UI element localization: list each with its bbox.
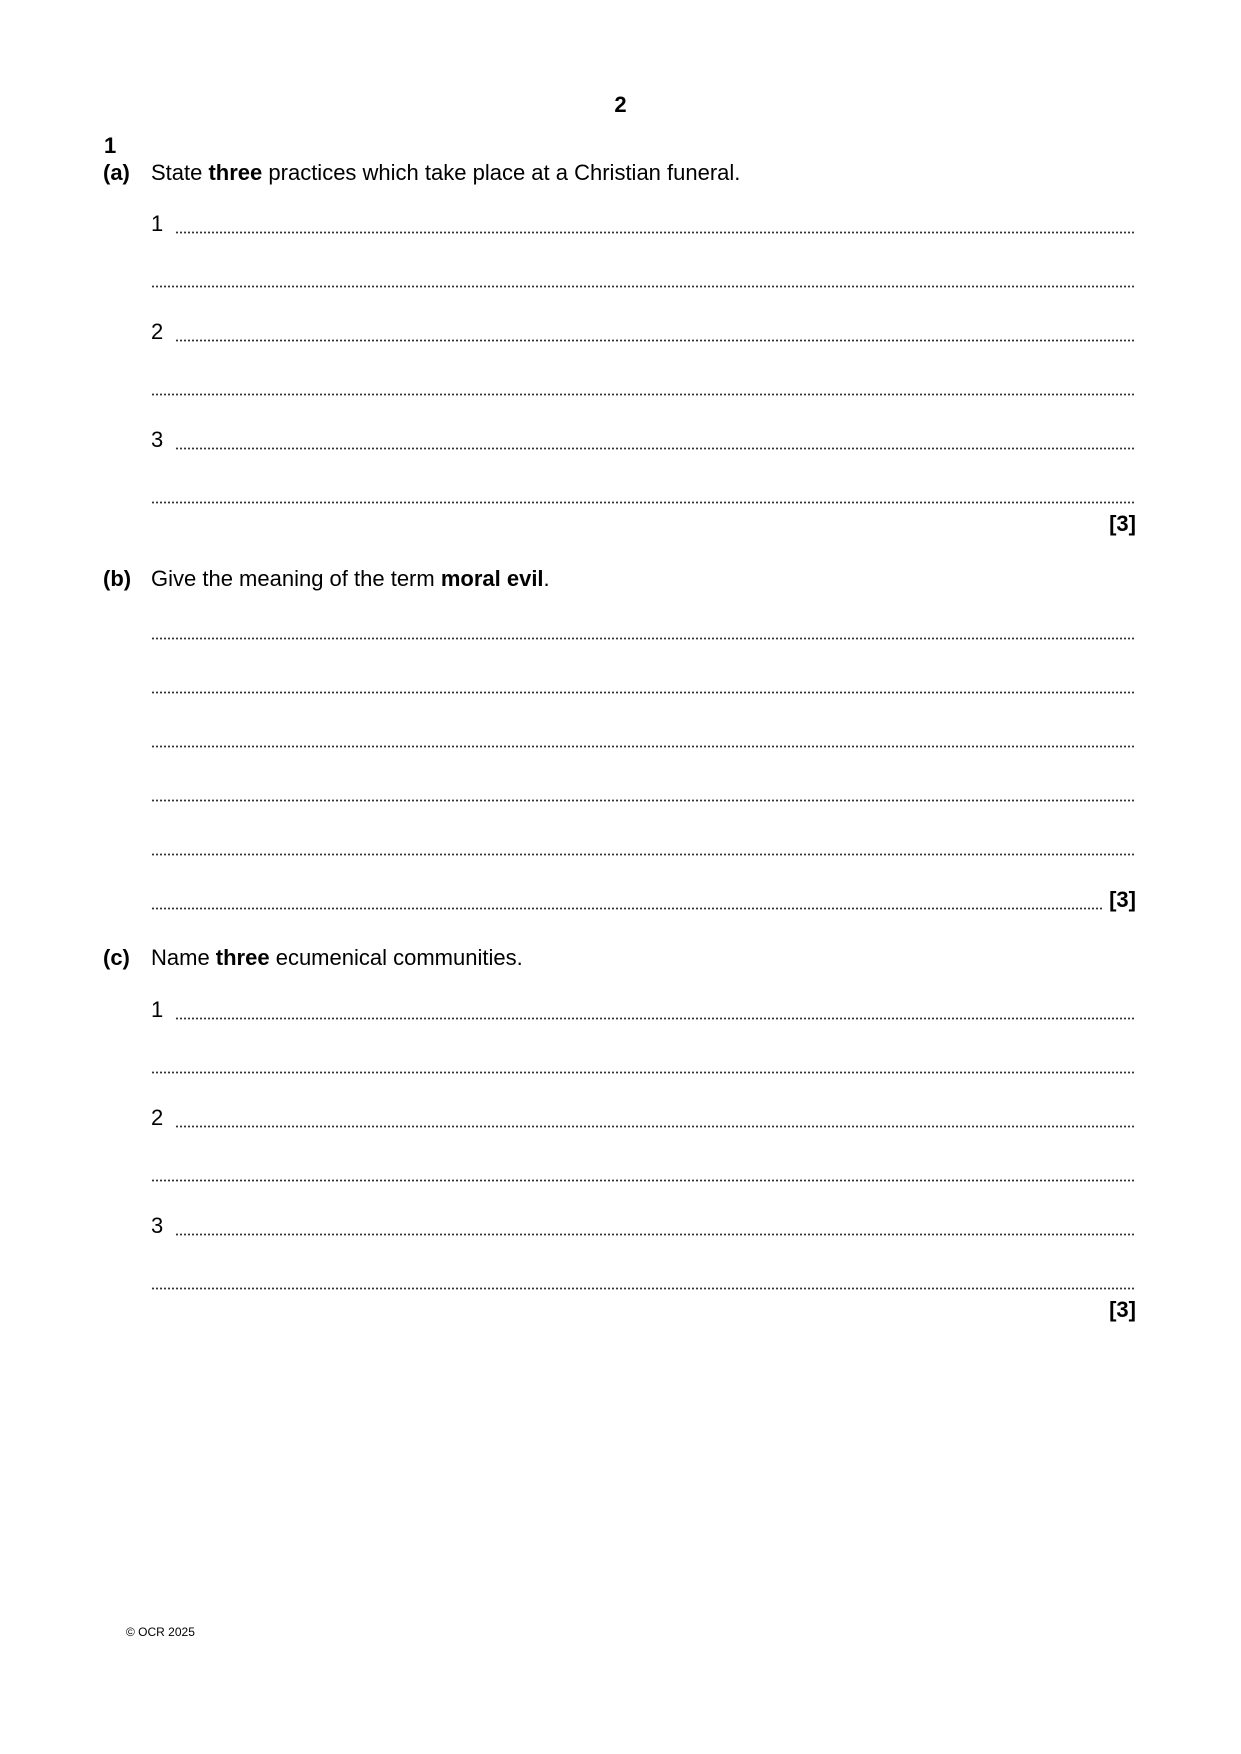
part-a-prompt-pre: State: [151, 160, 209, 185]
part-a-prompt: [151, 160, 740, 186]
dotted-line: [175, 447, 1136, 450]
page-number: 2: [614, 92, 627, 117]
part-c-answer-line-2-cont[interactable]: [151, 1158, 1136, 1186]
answer-line-number: 1: [151, 997, 164, 1022]
part-c-answer-line-1-cont[interactable]: [151, 1050, 1136, 1078]
dotted-line: [151, 907, 1103, 910]
question-number: 1: [104, 133, 117, 158]
part-c-prompt-post: ecumenical communities.: [269, 945, 523, 970]
part-b-answer-line-1[interactable]: [151, 616, 1136, 644]
part-b-prompt-pre: Give the meaning of the term: [151, 566, 441, 591]
dotted-line: [151, 799, 1136, 802]
dotted-line: [151, 745, 1136, 748]
dotted-line: [151, 1179, 1136, 1182]
part-a-prompt-bold: three: [208, 160, 263, 185]
part-c-prompt-bold: three: [215, 945, 270, 970]
part-b-prompt: [151, 566, 550, 592]
part-b-prompt-post: .: [543, 566, 550, 591]
part-a-prompt-post: practices which take place at a Christian funeral.: [262, 160, 741, 185]
part-b-prompt-bold: moral evil: [440, 566, 544, 591]
copyright-footer: © OCR 2025: [126, 1625, 195, 1639]
dotted-line: [151, 691, 1136, 694]
part-b-label: (b): [103, 566, 132, 591]
part-c-answer-line-3-cont[interactable]: [151, 1266, 1136, 1294]
part-a-answer-line-2[interactable]: [151, 318, 1136, 346]
part-c-answer-line-2[interactable]: [151, 1104, 1136, 1132]
part-a-answer-line-3[interactable]: [151, 426, 1136, 454]
part-b-mark: [3]: [1109, 887, 1136, 912]
part-a-answer-line-2-cont[interactable]: [151, 372, 1136, 400]
part-c-prompt-pre: Name: [151, 945, 216, 970]
part-c-prompt: [151, 945, 523, 971]
dotted-line: [175, 339, 1136, 342]
part-a-mark: [3]: [1109, 511, 1136, 536]
dotted-line: [151, 853, 1136, 856]
part-c-answer-line-3[interactable]: [151, 1212, 1136, 1240]
dotted-line: [151, 1071, 1136, 1074]
part-c-label: (c): [103, 945, 130, 970]
part-b-answer-line-4[interactable]: [151, 778, 1136, 806]
dotted-line: [175, 231, 1136, 234]
dotted-line: [151, 393, 1136, 396]
part-c-mark: [3]: [1109, 1297, 1136, 1322]
dotted-line: [175, 1233, 1136, 1236]
part-b-answer-line-5[interactable]: [151, 832, 1136, 860]
part-b-answer-line-2[interactable]: [151, 670, 1136, 698]
part-c-answer-line-1[interactable]: [151, 996, 1136, 1024]
dotted-line: [151, 637, 1136, 640]
answer-line-number: 2: [151, 319, 164, 344]
answer-line-number: 1: [151, 211, 164, 236]
answer-line-number: 2: [151, 1105, 164, 1130]
part-a-answer-line-3-cont[interactable]: [151, 480, 1136, 508]
part-b-answer-line-3[interactable]: [151, 724, 1136, 752]
dotted-line: [175, 1017, 1136, 1020]
dotted-line: [175, 1125, 1136, 1128]
dotted-line: [151, 501, 1136, 504]
dotted-line: [151, 1287, 1136, 1290]
answer-line-number: 3: [151, 427, 164, 452]
answer-line-number: 3: [151, 1213, 164, 1238]
part-a-answer-line-1[interactable]: [151, 210, 1136, 238]
dotted-line: [151, 285, 1136, 288]
part-a-answer-line-1-cont[interactable]: [151, 264, 1136, 292]
part-b-answer-line-6[interactable]: [151, 886, 1136, 914]
part-a-label: (a): [103, 160, 130, 185]
